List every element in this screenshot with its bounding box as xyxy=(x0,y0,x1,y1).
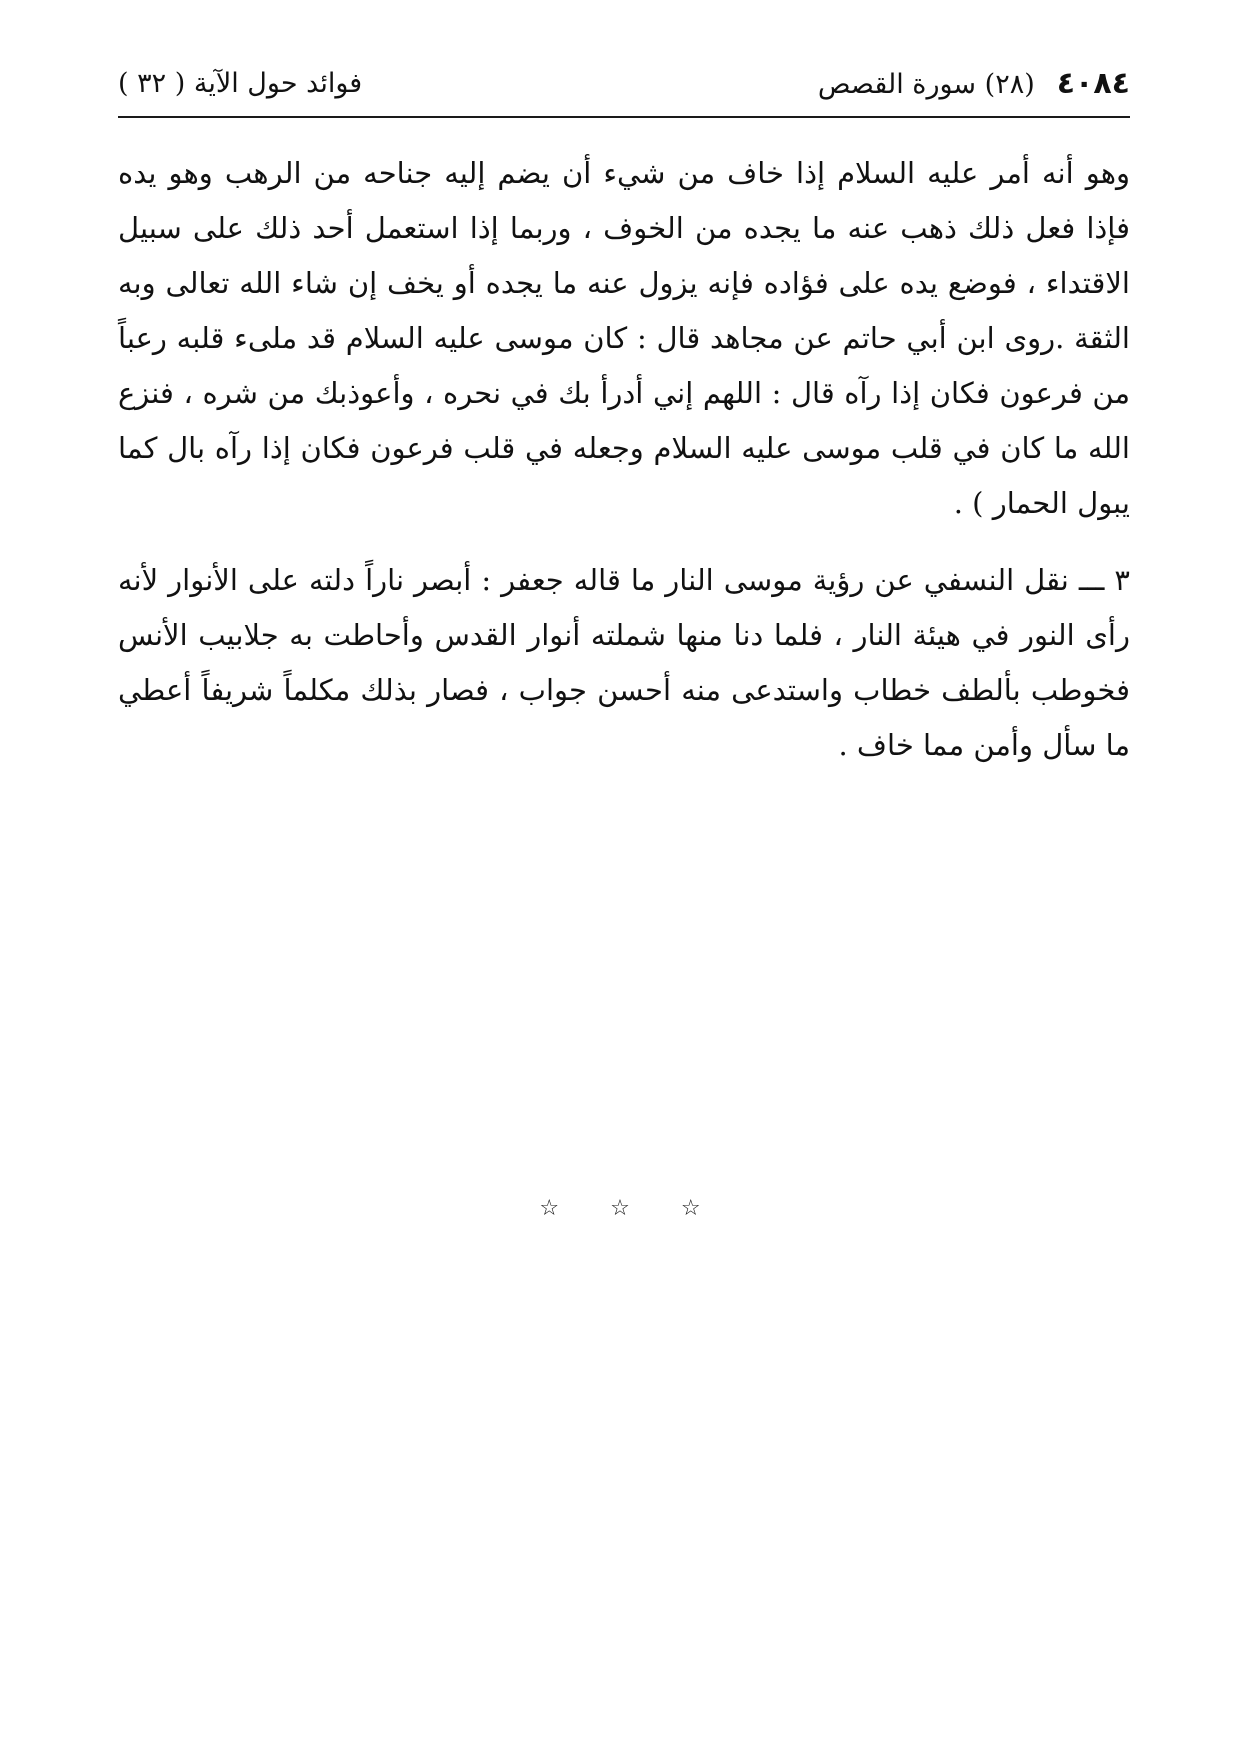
paragraph-2: ٣ ـــ نقل النسفي عن رؤية موسى النار ما قاله جعفر : أبصر ناراً دلته على الأنوار لأنه رأى النور في هيئة النار ، فلما دنا منها شملته أنوار القدس وأحاطت به جلابيب الأنس فخوطب بألطف خطاب واستدعى منه أحسن جواب ، فصار بذلك مكلماً شريفاً أعطي ما سأل وأمن مما خاف . xyxy=(118,563,1130,762)
paragraph-1: وهو أنه أمر عليه السلام إذا خاف من شيء أن يضم إليه جناحه من الرهب وهو يده فإذا فعل ذلك ذهب عنه ما يجده من الخوف ، وربما إذا استعمل أحد ذلك على سبيل الاقتداء ، فوضع يده على فؤاده فإنه يزول عنه ما يجده أو يخف إن شاء الله تعالى وبه الثقة .روى ابن أبي حاتم عن مجاهد قال : كان موسى عليه السلام قد ملىء قلبه رعباً من فرعون فكان إذا رآه قال : اللهم إني أدرأ بك في نحره ، وأعوذبك من شره ، فنزع الله ما كان في قلب موسى عليه السلام وجعله في قلب فرعون فكان إذا رآه بال كما يبول الحمار ) . xyxy=(118,156,1130,520)
page-header xyxy=(118,62,1130,118)
star-icon: ☆ xyxy=(539,1196,560,1221)
star-icon: ☆ xyxy=(610,1196,630,1221)
page-number: ٤٠٨٤ xyxy=(1056,66,1130,101)
section-separator xyxy=(0,1196,1240,1221)
page-body xyxy=(118,146,1130,773)
header-right-group xyxy=(818,66,1130,101)
star-icon: ☆ xyxy=(680,1196,701,1221)
section-title: فوائد حول الآية ( ٣٢ ) xyxy=(118,68,363,99)
surah-title: (٢٨) سورة القصص xyxy=(817,69,1035,100)
